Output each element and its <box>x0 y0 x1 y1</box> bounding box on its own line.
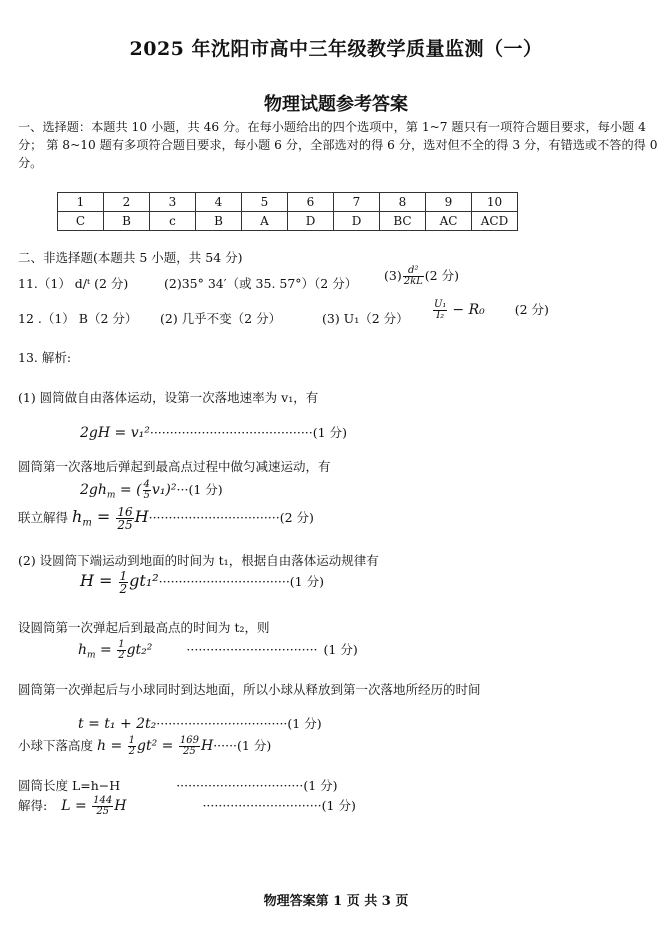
q13-s2c-text: 圆筒第一次弹起后与小球同时到达地面，所以小球从释放到第一次落地所经历的时间 <box>18 682 481 697</box>
eq3-label: 联立解得 <box>18 510 69 525</box>
answer-cell: B <box>196 212 242 231</box>
answer-cell: D <box>334 212 380 231</box>
eq6-expr: t = t₁ + 2t₂ <box>78 716 157 732</box>
eq7-mid: gt² = <box>137 738 178 754</box>
q12-part4-rest: − R₀ <box>452 302 485 318</box>
answer-table <box>57 192 518 231</box>
q13-eq6 <box>78 714 322 732</box>
q13-eq2 <box>80 480 223 501</box>
answer-cell: D <box>288 212 334 231</box>
answer-cell: BC <box>380 212 426 231</box>
eq5-fraction <box>117 640 125 661</box>
q13-eq9 <box>18 796 356 817</box>
q12-fraction-num: U₁ <box>434 299 447 310</box>
eq1-expr: 2gH = v₁² <box>80 425 150 441</box>
eq2-dots: ··· <box>176 482 189 497</box>
q12-fraction <box>433 300 447 321</box>
q11-part1: 11.（1） d/ᵗ (2 分) <box>18 276 129 291</box>
eq5-left: h <box>78 642 88 658</box>
q13-eq4 <box>80 570 324 595</box>
eq5-eq: = <box>95 642 117 658</box>
eq7-left: h = <box>97 738 127 754</box>
eq9-score: (1 分) <box>321 798 356 813</box>
eq3-sub: m <box>82 517 92 529</box>
question-number: 10 <box>472 193 518 212</box>
question-number: 9 <box>426 193 472 212</box>
answer-cell: AC <box>426 212 472 231</box>
question-number: 7 <box>334 193 380 212</box>
answer-cell: ACD <box>472 212 518 231</box>
eq8-dots: ································ <box>176 778 304 793</box>
eq7-fraction1 <box>128 736 136 757</box>
eq3-fraction-den: 25 <box>117 518 133 532</box>
eq7-fraction2 <box>179 736 200 757</box>
q11-fraction <box>403 266 424 287</box>
eq4-right: gt₁² <box>129 571 159 590</box>
answer-table-answer-row <box>58 212 518 231</box>
eq1-score: (1 分) <box>312 425 347 440</box>
page-footer: 物理答案第 1 页 共 3 页 <box>263 894 409 909</box>
document-title: 2025 年沈阳市高中三年级教学质量监测（一） <box>129 38 543 60</box>
eq9-left: L = <box>61 798 92 814</box>
q11-part3 <box>384 266 459 287</box>
eq2-fraction-num: 4 <box>143 479 150 490</box>
eq2-left: 2gh <box>80 482 107 498</box>
question-number: 4 <box>196 193 242 212</box>
eq7-fraction1-den: 2 <box>128 746 136 757</box>
eq2-sub: m <box>106 490 116 501</box>
eq5-fraction-num: 1 <box>118 639 125 650</box>
q12-fraction-den: I₂ <box>436 310 445 321</box>
eq4-score: (1 分) <box>289 574 324 589</box>
eq4-left: H = <box>80 571 118 590</box>
eq4-dots: ································· <box>158 574 290 589</box>
q13-eq8 <box>18 776 338 794</box>
question-number: 3 <box>150 193 196 212</box>
eq3-eq: = <box>91 507 116 526</box>
q13-s2b-text: 设圆筒第一次弹起后到最高点的时间为 t₂，则 <box>18 620 270 635</box>
eq7-label: 小球下落高度 <box>18 738 94 753</box>
eq5-right: gt₂² <box>126 642 153 658</box>
q11-fraction-num: d² <box>403 266 424 277</box>
q12-part3: (3) U₁（2 分） <box>322 311 409 326</box>
q11-part3-score: (2 分) <box>424 268 459 283</box>
q13-eq3 <box>18 506 314 531</box>
eq3-score: (2 分) <box>279 510 314 525</box>
eq5-fraction-den: 2 <box>118 650 125 661</box>
eq2-right: v₁)² <box>151 482 177 498</box>
q11-part3-prefix: (3) <box>384 268 402 283</box>
eq2-fraction-den: 5 <box>143 490 150 501</box>
q11-part2: (2)35° 34′（或 35. 57°）（2 分） <box>164 276 358 291</box>
eq7-fraction2-num: 169 <box>179 735 199 746</box>
eq7-var: H <box>200 738 214 754</box>
eq3-dots: ································· <box>148 510 280 525</box>
section1-intro: 一、选择题：本题共 10 小题，共 46 分。在每小题给出的四个选项中，第 1~7 题只有一项符合题目要求，每小题 4 分； 第 8~10 题有多项符合题目要求，每小题 6 分，全部选对的得 6 分，选对但不全的得 3 分，有错选或不答的得 0 分。 <box>18 120 658 170</box>
eq8-label: 圆筒长度 L=h−H <box>18 778 121 793</box>
eq3-fraction-num: 16 <box>117 505 133 519</box>
q13-eq1 <box>80 423 347 441</box>
eq7-fraction2-den: 25 <box>183 746 196 757</box>
q13-s1b-text: 圆筒第一次落地后弹起到最高点过程中做匀减速运动，有 <box>18 459 331 474</box>
answer-cell: B <box>104 212 150 231</box>
eq9-var: H <box>114 798 127 814</box>
eq8-score: (1 分) <box>303 778 338 793</box>
q12-part1: 12 .（1） B（2 分） <box>18 311 138 326</box>
eq7-fraction1-num: 1 <box>128 735 136 746</box>
answer-cell: c <box>150 212 196 231</box>
eq9-fraction-den: 25 <box>96 806 110 817</box>
question-number: 8 <box>380 193 426 212</box>
eq3-left: h <box>72 507 83 526</box>
question-number: 5 <box>242 193 288 212</box>
eq6-score: (1 分) <box>287 716 322 731</box>
eq2-score: (1 分) <box>188 482 223 497</box>
question-number: 2 <box>104 193 150 212</box>
q13-s1-text: (1) 圆筒做自由落体运动，设第一次落地速率为 v₁，有 <box>18 390 319 405</box>
q12-part2: (2) 几乎不变（2 分） <box>160 311 282 326</box>
question-number: 1 <box>58 193 104 212</box>
eq5-score: (1 分) <box>323 642 358 657</box>
section2-heading: 二、非选择题(本题共 5 小题，共 54 分) <box>18 250 243 265</box>
eq9-dots: ······························ <box>202 798 322 813</box>
q13-eq7 <box>18 736 271 757</box>
eq4-fraction-den: 2 <box>119 582 128 596</box>
eq5-sub: m <box>87 650 96 661</box>
eq7-dots: ······ <box>213 738 238 753</box>
q11-fraction-den: 2kL <box>403 276 423 287</box>
eq9-fraction-num: 144 <box>93 795 113 806</box>
eq9-fraction <box>92 796 113 817</box>
eq6-dots: ································· <box>156 716 288 731</box>
eq5-dots: ································· <box>186 642 318 657</box>
eq4-fraction <box>119 570 129 595</box>
q13-eq5 <box>78 640 358 661</box>
question-number: 6 <box>288 193 334 212</box>
eq1-dots: ········································· <box>149 425 313 440</box>
document-subtitle: 物理试题参考答案 <box>264 94 408 115</box>
q12-part4 <box>432 300 549 321</box>
q13-heading: 13. 解析: <box>18 350 72 365</box>
eq2-fraction <box>143 480 151 501</box>
eq9-label: 解得: <box>18 798 48 813</box>
answer-cell: A <box>242 212 288 231</box>
answer-cell: C <box>58 212 104 231</box>
eq4-fraction-num: 1 <box>119 569 128 583</box>
eq3-var: H <box>134 507 149 526</box>
q13-s2-text: (2) 设圆筒下端运动到地面的时间为 t₁，根据自由落体运动规律有 <box>18 553 379 568</box>
eq3-fraction <box>116 506 133 531</box>
answer-table-number-row <box>58 193 518 212</box>
eq7-score: (1 分) <box>237 738 272 753</box>
eq2-mid: = ( <box>115 482 142 498</box>
q12-part4-score: (2 分) <box>514 302 549 317</box>
